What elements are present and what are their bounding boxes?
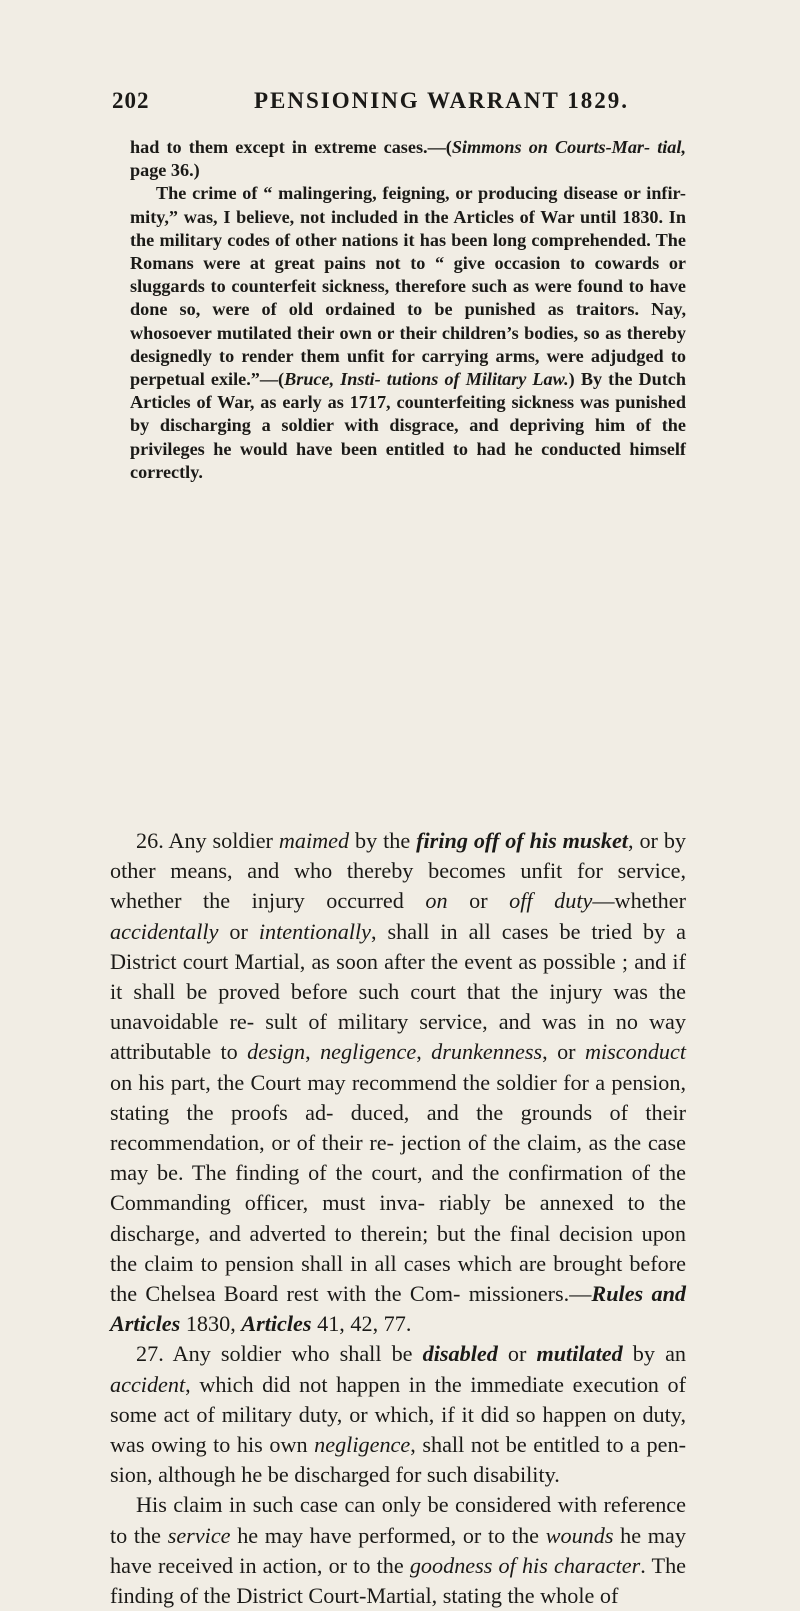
citation-rules: Rules and Articles: [110, 1281, 686, 1337]
page-number: 202: [112, 88, 150, 113]
running-head: [112, 88, 672, 120]
citation-simmons: Simmons on Courts-Mar- tial,: [451, 137, 686, 157]
footnote-paragraph: The crime of “ malingering, feigning, or producing disease or infir- mity,” was, I believe, not included in the Articles of War until 1830. In the military codes of other nations it has been long comprehended. The Romans were at great pains not to “ give occasion to cowards or sluggards to counterfeit sickness, therefore such as were found to have done so, were of old ordained to be punished as traitors. Nay, whosoever mutilated their own or their children’s bodies, so as thereby designedly to render them unfit for carrying arms, were adjudged to perpetual exile.”—(Bruce, Insti- tutions of Military Law.) By the Dutch Articles of War, as early as 1717, counterfeiting sickness was punished by discharging a soldier with disgrace, and depriving him of the privileges he would have been entitled to had he conducted himself correctly.: [130, 183, 686, 482]
footnote-block: [130, 136, 686, 484]
section-number: 27.: [136, 1341, 164, 1367]
paragraph-claim: His claim in such case can only be considered with reference to the service he may have performed, or to the wounds he may have received in action, or to the goodness of his character. The finding of the District Court-Martial, stating the whole of: [110, 1492, 687, 1609]
footnote-paragraph: had to them except in extreme cases.—(Simmons on Courts-Mar- tial, page 36.): [130, 137, 686, 181]
section-27: 27. Any soldier who shall be disabled or mutilated by an accident, which did not happen in the immediate execution of some act of military duty, or which, if it did so happen on duty, was owing to his own negligence, shall not be entitled to a pen- sion, although he be discharged for such disability.: [110, 1341, 687, 1488]
section-26: 26. Any soldier maimed by the firing off of his musket, or by other means, and who thereby becomes unfit for service, whether the injury occurred on or off duty—whether accidentally or intentionally, shall in all cases be tried by a District court Martial, as soon after the event as possible ; and if it shall be proved before such court that the injury was the unavoidable re- sult of military service, and was in no way attributable to design, negligence, drunkenness, or misconduct on his part, the Court may recommend the soldier for a pension, stating the proofs ad- duced, and the grounds of their recommendation, or of their re- jection of the claim, as the case may be. The finding of the court, and the confirmation of the Commanding officer, must inva- riably be annexed to the discharge, and adverted to therein; but the final decision upon the claim to pension shall in all cases which are brought before the Chelsea Board rest with the Com- missioners.—Rules and Articles 1830, Articles 41, 42, 77.: [110, 828, 687, 1337]
citation-bruce: Bruce, Insti- tutions of Military Law.: [284, 369, 569, 390]
body-text: [110, 826, 686, 1611]
page-title: PENSIONING WARRANT 1829.: [254, 88, 629, 113]
section-number: 26.: [136, 828, 164, 853]
